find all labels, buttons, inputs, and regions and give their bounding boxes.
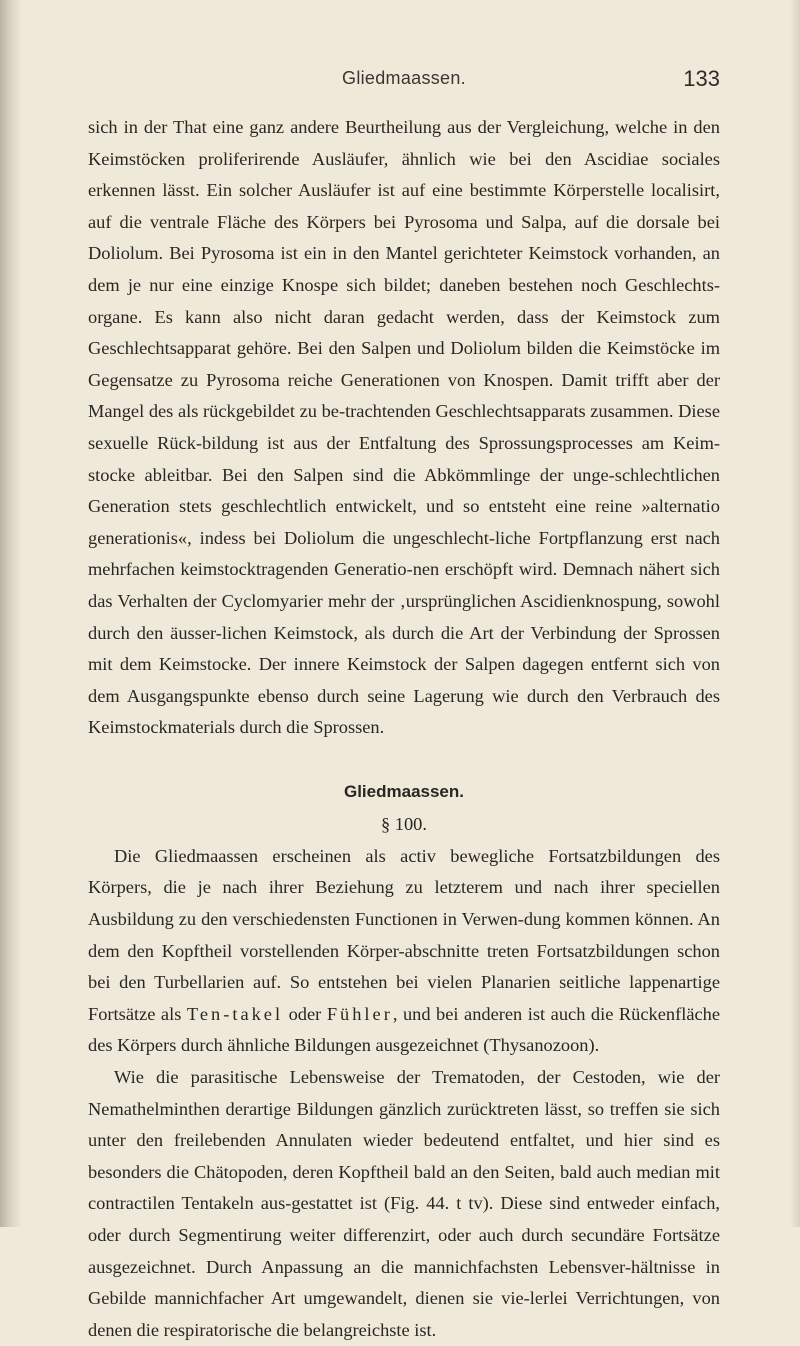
paragraph-annulates: Wie die parasitische Lebensweise der Trematoden, der Cestoden, wie der Nemathelminthen derartige Bildungen gänzlich zurücktreten lässt, so treffen sie sich unter den freilebenden Annulaten wieder bedeutend entfaltet, und hier sind es besonders die Chätopoden, deren Kopftheil bald an den Seiten, bald auch median mit contractilen Tentakeln aus-gestattet ist (Fig. 44. t tv). Diese sind entweder einfach, oder durch Segmentirung weiter differenzirt, oder auch durch secundäre Fortsätze ausgezeichnet. Durch Anpassung an die mannichfachsten Lebensver-hältnisse in Gebilde mannichfacher Art umgewandelt, dienen sie vie-lerlei Verrichtungen, von denen die respiratorische die belangreichste ist.: [88, 1067, 720, 1340]
page-edge-shadow: [790, 0, 800, 1227]
paragraph-text: oder: [283, 1003, 327, 1024]
paragraph-text: , und bei anderen ist auch die Rückenfläche des Körpers durch ähnliche Bildungen ausgezeichnet (Thysanozoon).: [88, 1003, 721, 1056]
paragraph-continued: sich in der That eine ganz andere Beurtheilung aus der Vergleichung, welche in den Keimstöcken proliferirende Ausläufer, ähnlich wie bei den Ascidiae sociales erkennen lässt. Ein solcher Ausläufer ist auf eine bestimmte Körperstelle localisirt, auf die ventrale Fläche des Körpers bei Pyrosoma und Salpa, auf die dorsale bei Doliolum. Bei Pyrosoma ist ein in den Mantel gerichteter Keimstock vorhanden, an dem je nur eine einzige Knospe sich bildet; daneben bestehen noch Geschlechts-organe. Es kann also nicht daran gedacht werden, dass der Keimstock zum Geschlechtsapparat gehöre. Bei den Salpen und Doliolum bilden die Keimstöcke im Gegensatze zu Pyrosoma reiche Generationen von Knospen. Damit trifft aber der Mangel des als rückgebildet zu be-trachtenden Geschlechtsapparats zusammen. Diese sexuelle Rück-bildung ist aus der Entfaltung des Sprossungsprocesses am Keim-stocke ableitbar. Bei den Salpen sind die Abkömmlinge der unge-schlechtlichen Generation stets geschlechtlich entwickelt, und so entsteht eine reine »alternatio generationis«, indess bei Doliolum die ungeschlecht-liche Fortpflanzung erst nach mehrfachen keimstocktragenden Generatio-nen erschöpft wird. Demnach nähert sich das Verhalten der Cyclomyarier mehr der ‚ursprünglichen Ascidienknospung, sowohl durch den äusser-lichen Keimstock, als durch die Art der Verbindung der Sprossen mit dem Keimstocke. Der innere Keimstock der Salpen dagegen entfernt sich von dem Ausgangspunkte ebenso durch seine Lagerung wie durch den Verbrauch des Keimstockmaterials durch die Sprossen.: [88, 117, 720, 738]
body-text: [88, 112, 720, 1346]
running-head: [88, 68, 720, 98]
term-fuehler: Fühler: [326, 1003, 393, 1024]
section-number: § 100.: [381, 813, 427, 834]
page-gutter-shadow: [0, 0, 22, 1227]
page-number: 133: [683, 66, 720, 91]
paragraph-text: Die Gliedmaassen erscheinen als activ bewegliche Fortsatzbildungen des Körpers, die je nach ihrer Beziehung zu letzterem und nach ihrer speciellen Ausbildung zu den verschiedensten Functionen in Verwen-dung kommen können. An dem den Kopftheil vorstellenden Körper-abschnitte treten Fortsatzbildungen schon bei den Turbellarien auf. So entstehen bei vielen Planarien seitliche lappenartige Fortsätze als: [88, 845, 720, 1024]
paragraph-intro: [88, 841, 720, 1062]
section-heading: Gliedmaassen.: [343, 781, 464, 801]
term-tentakel: Ten-takel: [186, 1003, 284, 1024]
running-title: Gliedmaassen.: [342, 68, 466, 88]
